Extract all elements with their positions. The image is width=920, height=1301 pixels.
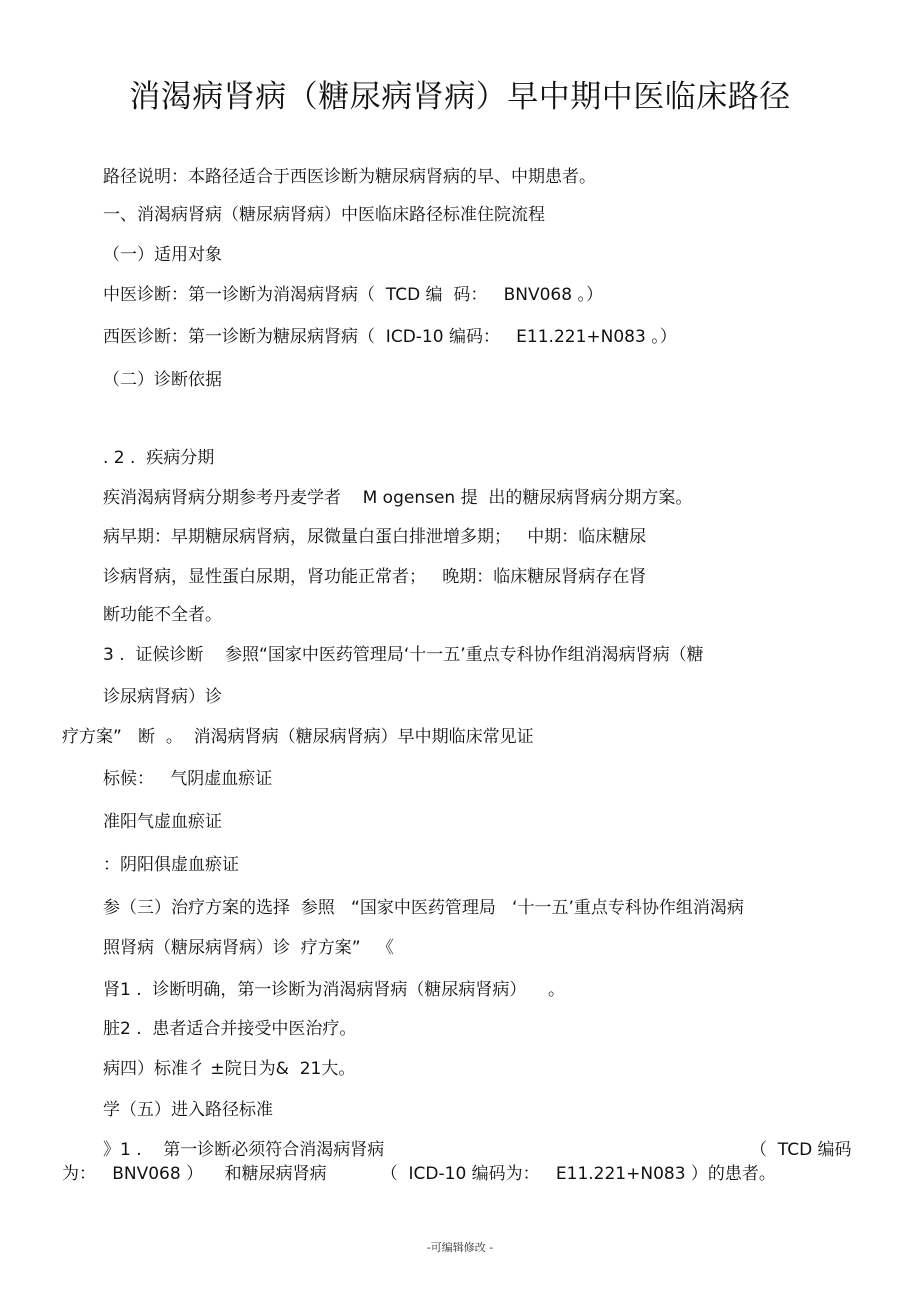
text-line: 一、消渴病肾病（糖尿病肾病）中医临床路径标准住院流程 xyxy=(103,205,545,225)
text-line: 病早期：早期糖尿病肾病，尿微量白蛋白排泄增多期； 中期：临床糖尿 xyxy=(103,527,647,547)
text-line: ：阴阳俱虚血瘀证 xyxy=(103,855,239,875)
text-line: 标候： 气阴虚血瘀证 xyxy=(103,769,273,789)
text-line: 为： BNV068 ） 和糖尿病肾病 （ ICD-10 编码为： E11.221+N083 ）的患者。 xyxy=(62,1164,776,1184)
text-line: 脏2 . 患者适合并接受中医治疗。 xyxy=(103,1019,357,1039)
document-title: 消渴病肾病（糖尿病肾病）早中期中医临床路径 xyxy=(129,79,791,115)
text-line: 疾消渴病肾病分期参考丹麦学者 M ogensen 提 出的糖尿病肾病分期方案。 xyxy=(103,488,693,508)
text-line: （ TCD 编码 xyxy=(750,1140,852,1160)
text-line: 诊病肾病，显性蛋白尿期，肾功能正常者； 晚期：临床糖尿肾病存在肾 xyxy=(103,567,647,587)
text-line: （二）诊断依据 xyxy=(103,370,222,390)
text-line: （一）适用对象 xyxy=(103,245,222,265)
text-line: 西医诊断：第一诊断为糖尿病肾病（ ICD-10 编码： E11.221+N083 。） xyxy=(103,327,677,347)
text-line: 参（三）治疗方案的选择 参照 “国家中医药管理局 ‘十一五’重点专科协作组消渴病 xyxy=(103,898,744,918)
text-line: 病四）标准彳 ±院日为& 21大。 xyxy=(103,1059,356,1079)
text-line: 照肾病（糖尿病肾病）诊 疗方案” 《 xyxy=(103,938,394,958)
text-line: 断功能不全者。 xyxy=(103,605,222,625)
text-line: 学（五）进入路径标准 xyxy=(103,1100,273,1120)
text-line: 诊尿病肾病）诊 xyxy=(103,687,222,707)
text-line: 准阳气虚血瘀证 xyxy=(103,812,222,832)
text-line: 》1 . 第一诊断必须符合消渴病肾病 xyxy=(103,1140,385,1160)
text-line: 中医诊断：第一诊断为消渴病肾病（ TCD 编 码： BNV068 。） xyxy=(103,285,603,305)
text-line: . 2 . 疾病分期 xyxy=(103,448,215,468)
text-line: 肾1 . 诊断明确，第一诊断为消渴病肾病（糖尿病肾病） 。 xyxy=(103,980,566,1000)
text-line: 疗方案” 断 。 消渴病肾病（糖尿病肾病）早中期临床常见证 xyxy=(62,727,534,747)
text-line: 路径说明：本路径适合于西医诊断为糖尿病肾病的早、中期患者。 xyxy=(103,167,596,187)
text-line: 3 . 证候诊断 参照“国家中医药管理局‘十一五’重点专科协作组消渴病肾病（糖 xyxy=(103,645,704,665)
page-footer: -可编辑修改 - xyxy=(426,1241,494,1254)
